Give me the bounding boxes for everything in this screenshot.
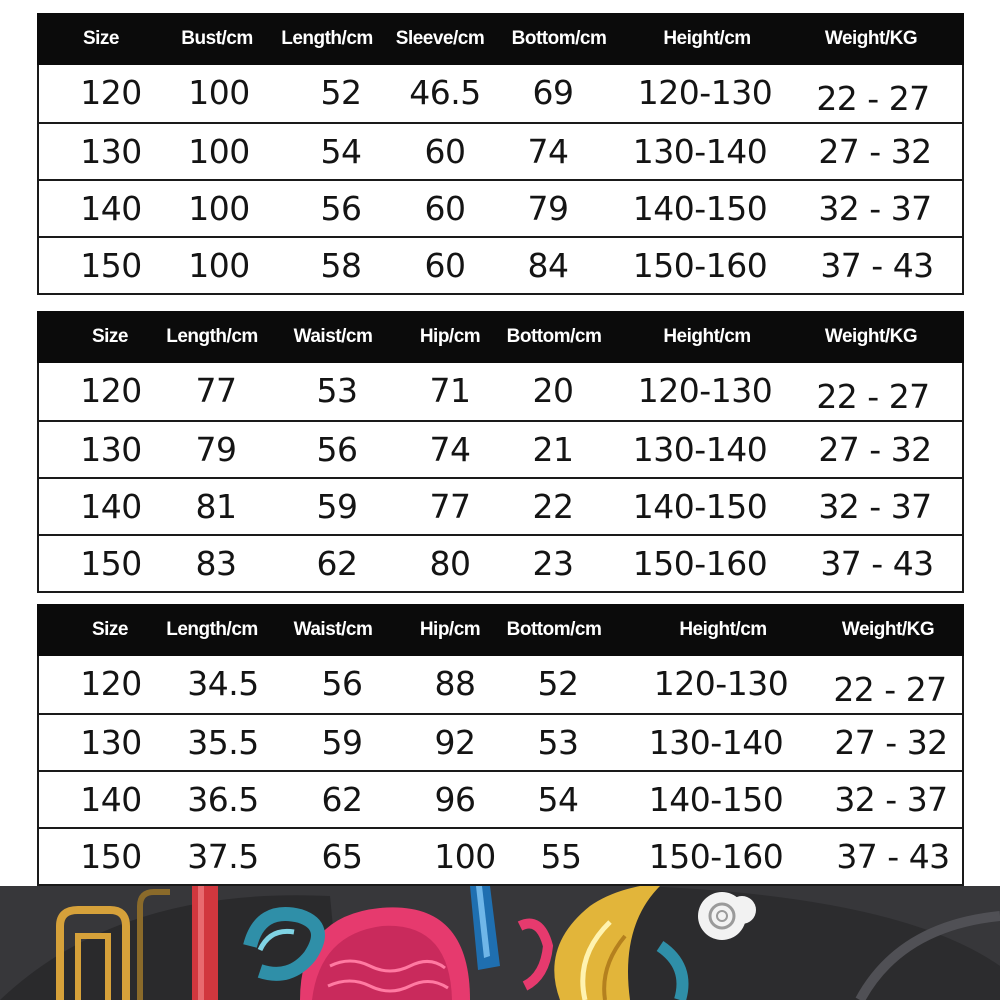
cell-length: 81 [195, 487, 237, 526]
table-body [37, 363, 964, 593]
cell-length: 54 [320, 132, 362, 171]
table-row [39, 827, 962, 884]
header-hip: Hip/cm [419, 326, 481, 347]
cell-length: 79 [195, 430, 237, 469]
cell-hip: 77 [429, 487, 471, 526]
dragon-illustration-icon [0, 886, 1000, 1000]
cell-weight: 27 - 32 [834, 723, 948, 762]
table-row [39, 770, 962, 827]
cell-height: 130-140 [648, 723, 784, 762]
cell-weight: 37 - 43 [820, 544, 934, 583]
table-row [39, 122, 962, 179]
table-row [39, 179, 962, 236]
cell-size: 130 [80, 430, 142, 469]
cell-length: 58 [320, 246, 362, 285]
header-weight: Weight/KG [824, 326, 918, 347]
header-hip: Hip/cm [419, 619, 481, 640]
cell-size: 150 [80, 837, 142, 876]
table-row [39, 65, 962, 122]
cell-weight: 32 - 37 [818, 487, 932, 526]
header-height: Height/cm [679, 619, 767, 640]
header-length: Length/cm [166, 619, 258, 640]
cell-height: 150-160 [632, 544, 768, 583]
table-body [37, 656, 964, 886]
header-bottom: Bottom/cm [506, 619, 602, 640]
cell-waist: 62 [316, 544, 358, 583]
cell-weight: 22 - 27 [816, 79, 930, 118]
cell-weight: 22 - 27 [816, 377, 930, 416]
cell-bottom: 69 [532, 73, 574, 112]
cell-bust: 100 [188, 132, 250, 171]
cell-height: 140-150 [648, 780, 784, 819]
cell-sleeve: 60 [424, 189, 466, 228]
cell-length: 37.5 [187, 837, 259, 876]
cell-bottom: 84 [527, 246, 569, 285]
cell-length: 36.5 [187, 780, 259, 819]
cell-hip: 100 [434, 837, 496, 876]
header-waist: Waist/cm [293, 326, 373, 347]
size-table-bottom [37, 604, 964, 886]
cell-bottom: 55 [540, 837, 582, 876]
size-table-top [37, 13, 964, 295]
cell-bottom: 20 [532, 371, 574, 410]
cell-waist: 56 [316, 430, 358, 469]
cell-bottom: 21 [532, 430, 574, 469]
cell-hip: 74 [429, 430, 471, 469]
cell-size: 130 [80, 723, 142, 762]
table-row [39, 713, 962, 770]
table-row [39, 534, 962, 591]
table-row [39, 420, 962, 477]
cell-bottom: 23 [532, 544, 574, 583]
cell-hip: 92 [434, 723, 476, 762]
cell-sleeve: 46.5 [409, 73, 481, 112]
table-header [37, 604, 964, 656]
cell-bottom: 22 [532, 487, 574, 526]
cell-height: 140-150 [632, 487, 768, 526]
cell-hip: 88 [434, 664, 476, 703]
cell-size: 140 [80, 189, 142, 228]
header-weight: Weight/KG [841, 619, 935, 640]
cell-height: 130-140 [632, 430, 768, 469]
cell-bottom: 53 [537, 723, 579, 762]
header-bust: Bust/cm [181, 28, 253, 49]
cell-weight: 37 - 43 [820, 246, 934, 285]
cell-height: 150-160 [632, 246, 768, 285]
cell-hip: 96 [434, 780, 476, 819]
header-bottom: Bottom/cm [506, 326, 602, 347]
header-length: Length/cm [166, 326, 258, 347]
cell-bottom: 54 [537, 780, 579, 819]
header-bottom: Bottom/cm [511, 28, 607, 49]
table-row [39, 236, 962, 293]
table-body [37, 65, 964, 295]
cell-length: 83 [195, 544, 237, 583]
cell-size: 150 [80, 544, 142, 583]
cell-weight: 32 - 37 [818, 189, 932, 228]
header-length: Length/cm [281, 28, 373, 49]
cell-sleeve: 60 [424, 246, 466, 285]
cell-waist: 53 [316, 371, 358, 410]
cell-length: 35.5 [187, 723, 259, 762]
table-row [39, 363, 962, 420]
cell-height: 120-130 [653, 664, 789, 703]
cell-weight: 22 - 27 [833, 670, 947, 709]
cell-waist: 65 [321, 837, 363, 876]
header-size: Size [82, 28, 120, 49]
table-row [39, 656, 962, 713]
cell-bottom: 79 [527, 189, 569, 228]
cell-hip: 80 [429, 544, 471, 583]
cell-height: 150-160 [648, 837, 784, 876]
header-size: Size [91, 619, 129, 640]
cell-size: 120 [80, 73, 142, 112]
cell-size: 120 [80, 371, 142, 410]
cell-length: 77 [195, 371, 237, 410]
cell-bottom: 74 [527, 132, 569, 171]
cell-waist: 59 [316, 487, 358, 526]
header-height: Height/cm [663, 326, 751, 347]
cell-weight: 27 - 32 [818, 132, 932, 171]
cell-size: 150 [80, 246, 142, 285]
header-height: Height/cm [663, 28, 751, 49]
table-header [37, 311, 964, 363]
cell-height: 130-140 [632, 132, 768, 171]
header-size: Size [91, 326, 129, 347]
cell-waist: 56 [321, 664, 363, 703]
cell-size: 140 [80, 780, 142, 819]
cell-size: 140 [80, 487, 142, 526]
cell-bust: 100 [188, 73, 250, 112]
cell-length: 52 [320, 73, 362, 112]
cell-waist: 59 [321, 723, 363, 762]
cell-length: 56 [320, 189, 362, 228]
cell-bust: 100 [188, 246, 250, 285]
size-table-middle [37, 311, 964, 593]
cell-weight: 37 - 43 [836, 837, 950, 876]
header-waist: Waist/cm [293, 619, 373, 640]
table-header [37, 13, 964, 65]
cell-height: 120-130 [637, 73, 773, 112]
cell-bottom: 52 [537, 664, 579, 703]
cell-size: 130 [80, 132, 142, 171]
cell-weight: 32 - 37 [834, 780, 948, 819]
cell-bust: 100 [188, 189, 250, 228]
cell-size: 120 [80, 664, 142, 703]
cell-height: 120-130 [637, 371, 773, 410]
cell-height: 140-150 [632, 189, 768, 228]
header-weight: Weight/KG [824, 28, 918, 49]
table-row [39, 477, 962, 534]
header-sleeve: Sleeve/cm [395, 28, 485, 49]
cell-waist: 62 [321, 780, 363, 819]
cell-sleeve: 60 [424, 132, 466, 171]
cell-hip: 71 [429, 371, 471, 410]
cell-length: 34.5 [187, 664, 259, 703]
cell-weight: 27 - 32 [818, 430, 932, 469]
